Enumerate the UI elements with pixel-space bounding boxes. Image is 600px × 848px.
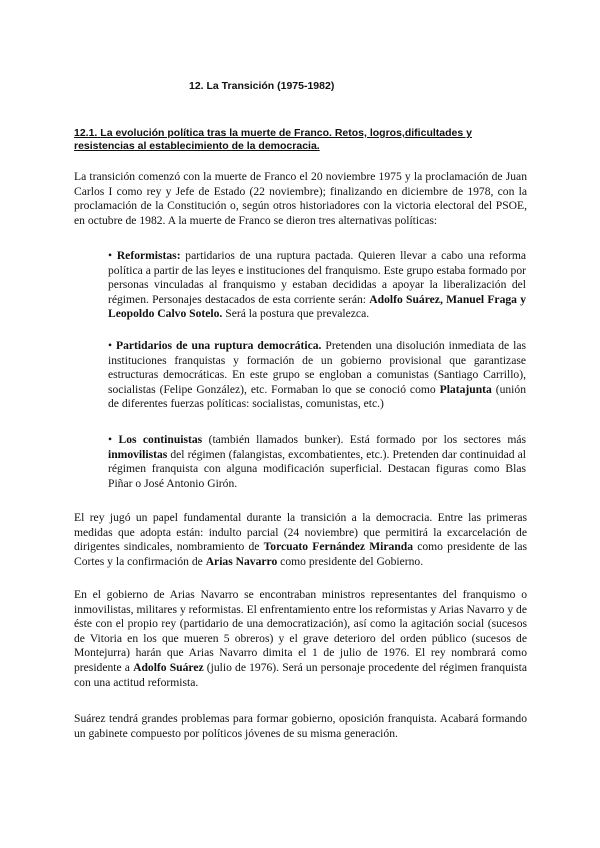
section-number: 12.1.: [74, 127, 98, 139]
bullet-text: (también llamados bunker). Está formado por los sectores más: [202, 433, 527, 446]
bullet-text: Pretenden una disolución inmediata de las instituciones franquistas y formación de un gobierno provisional que garantizase estructuras democráticas. En este grupo se engloban a comunistas (Santiago Carrillo), socialistas (Felipe González), etc. Formaban lo que se conoció como: [108, 339, 527, 396]
bullet-ruptura: [108, 339, 526, 412]
bullet-term: Los continuistas: [118, 433, 203, 446]
bullet-text-end: Será la postura que prevalezca.: [222, 307, 370, 321]
paragraph-text: como presidente del Gobierno.: [277, 554, 424, 568]
paragraph-text: En el gobierno de Arias Navarro se encontraban ministros representantes del franquismo o inmovilistas, militares y reformistas. El enfrentamiento entre los reformistas y Arias Navarro y de éste con el propio rey (partidario de una democratización), así como la agitación social (sucesos de Vitoria en los que mueren 5 obreros) y el grave deterioro del orden público (sucesos de Montejurra) harán que Arias Navarro dimita el 1 de julio de 1976. El rey nombrará como presidente a: [74, 588, 527, 674]
bullet-marker: •: [108, 249, 113, 262]
bullet-text-end: (unión de diferentes fuerzas políticas: socialistas, comunistas, etc.): [108, 382, 526, 411]
paragraph-arias: [74, 588, 527, 690]
bullet-names: inmovilistas: [108, 447, 168, 461]
name-torcuato: Torcuato Fernández Miranda: [263, 540, 414, 554]
paragraph-text: como presidente de las Cortes y la confirmación de: [74, 540, 527, 568]
section-heading: [74, 127, 534, 153]
bullet-marker: •: [108, 339, 113, 352]
paragraph-text: El rey jugó un papel fundamental durante la transición a la democracia. Entre las primeras medidas que adopta están: indulto parcial (24 noviembre) que permitirá la excarcelación de dirigentes sindicales, nombramiento de: [74, 511, 527, 554]
section-heading-text: La evolución política tras la muerte de Franco. Retos, logros,dificultades y resistencias al establecimiento de la democracia.: [74, 127, 472, 152]
paragraph-rey: [74, 511, 527, 569]
bullet-continuistas: [108, 433, 526, 491]
bullet-text-end: del régimen (falangistas, excombatientes, etc.). Pretenden dar continuidad al régimen franquista con alguna modificación superficial. Destacan figuras como Blas Piñar o José Antonio Girón.: [108, 447, 526, 490]
bullet-marker: •: [108, 433, 113, 446]
bullet-term: Reformistas:: [116, 249, 181, 262]
page-title: 12. La Transición (1975-1982): [189, 80, 335, 92]
intro-paragraph: La transición comenzó con la muerte de Franco el 20 noviembre 1975 y la proclamación de Juan Carlos I como rey y Jefe de Estado (22 noviembre); finalizando en diciembre de 1978, con la proclamación de la Constitución o, según otros historiadores con la victoria electoral del PSOE, en octubre de 1982. A la muerte de Franco se dieron tres alternativas políticas:: [74, 170, 527, 227]
bullet-names: Platajunta: [439, 382, 492, 396]
bullet-term: Partidarios de una ruptura democrática.: [116, 339, 322, 352]
bullet-reformistas: [108, 249, 526, 322]
bullet-names: Adolfo Suárez, Manuel Fraga y Leopoldo Calvo Sotelo.: [108, 292, 527, 321]
name-adolfo-suarez: Adolfo Suárez: [133, 660, 204, 674]
bullet-text: partidarios de una ruptura pactada. Quieren llevar a cabo una reforma política a partir de las leyes e instituciones del franquismo. Este grupo estaba formado por personas vinculadas al franquismo y estaban decididas a apoyar la liberalización del régimen. Personajes destacados de esta corriente serán:: [108, 249, 526, 306]
paragraph-text: (julio de 1976). Será un personaje procedente del régimen franquista con una actitud reformista.: [74, 660, 528, 689]
name-arias-navarro: Arias Navarro: [205, 554, 278, 568]
paragraph-suarez: Suárez tendrá grandes problemas para formar gobierno, oposición franquista. Acabará formando un gabinete compuesto por políticos jóvenes de su misma generación.: [74, 712, 527, 740]
